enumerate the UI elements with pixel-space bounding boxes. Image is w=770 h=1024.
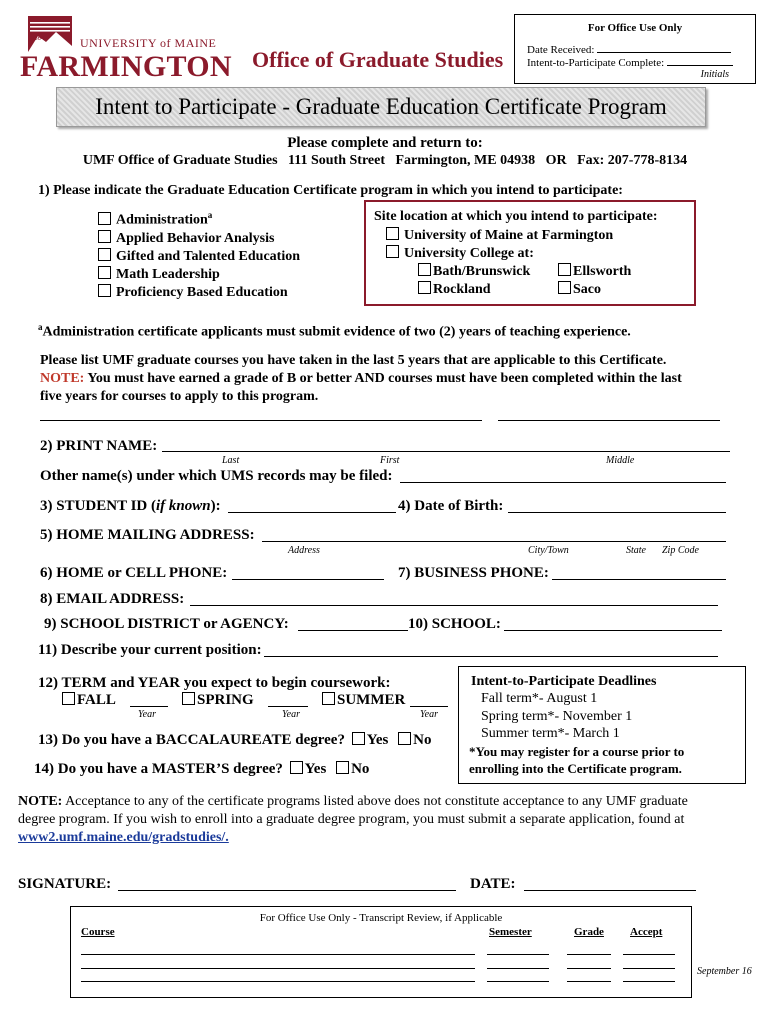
q8-label: 8) EMAIL ADDRESS:: [40, 591, 185, 607]
bottom-note: NOTE: Acceptance to any of the certificate programs listed above does not constitute acceptance to any UMF graduate degree program. If you wish to enroll into a graduate degree program, you must submit a separate application, found at www2.umf.maine.edu/gradstudies/.: [18, 794, 688, 845]
office-use-box: [514, 14, 756, 84]
deadlines-box: [458, 666, 746, 784]
city-label: City/Town: [528, 545, 569, 556]
deadlines-title: Intent-to-Participate Deadlines: [471, 674, 657, 689]
other-names-label: Other name(s) under which UMS records may be filed:: [40, 468, 393, 484]
gradstudies-link[interactable]: www2.umf.maine.edu/gradstudies/.: [18, 830, 229, 845]
site-saco[interactable]: Saco: [558, 281, 601, 298]
site-title: Site location at which you intend to participate:: [374, 209, 658, 224]
position-field[interactable]: [264, 656, 718, 657]
q5-label: 5) HOME MAILING ADDRESS:: [40, 527, 255, 543]
col-course: Course: [81, 926, 115, 938]
date-received-label: Date Received:: [527, 44, 595, 56]
school-field[interactable]: [504, 630, 722, 631]
program-gifted[interactable]: Gifted and Talented Education: [98, 248, 300, 266]
checkbox[interactable]: [558, 263, 571, 276]
date-label: DATE:: [470, 876, 516, 892]
home-phone-field[interactable]: [232, 579, 384, 580]
checkbox[interactable]: [182, 692, 195, 705]
email-field[interactable]: [190, 605, 718, 606]
deadline-spring: Spring term*- November 1: [481, 709, 633, 724]
umf-logo: [20, 14, 245, 84]
spring-year-field[interactable]: [268, 706, 308, 707]
signature-field[interactable]: [118, 890, 456, 891]
q12-label: 12) TERM and YEAR you expect to begin coursework:: [38, 675, 391, 691]
deadline-fall: Fall term*- August 1: [481, 691, 598, 706]
baccalaureate-yes-checkbox[interactable]: [352, 732, 365, 745]
site-location-box: [364, 200, 696, 306]
program-math[interactable]: Math Leadership: [98, 266, 300, 284]
deadline-summer: Summer term*- March 1: [481, 726, 620, 741]
q2-label: 2) PRINT NAME:: [40, 438, 158, 454]
office-of-graduate-studies: Office of Graduate Studies: [252, 47, 504, 72]
transcript-title: For Office Use Only - Transcript Review, if Applicable: [259, 912, 503, 924]
spring-year-label: Year: [282, 709, 300, 720]
q9-label: 9) SCHOOL DISTRICT or AGENCY:: [44, 616, 289, 632]
dob-field[interactable]: [508, 512, 726, 513]
q1-label: 1) Please indicate the Graduate Education Certificate program in which you intend to participate:: [38, 183, 623, 198]
business-phone-field[interactable]: [552, 579, 726, 580]
other-names-field[interactable]: [400, 482, 726, 483]
q3-label: 3) STUDENT ID (if known):: [40, 498, 221, 514]
checkbox[interactable]: [98, 248, 111, 261]
page-title: Intent to Participate - Graduate Education Certificate Program: [95, 94, 667, 119]
site-rockland[interactable]: Rockland: [418, 281, 491, 298]
deadline-note-2: enrolling into the Certificate program.: [469, 761, 682, 776]
farmington-wordmark: FARMINGTON: [20, 50, 232, 83]
fall-year-field[interactable]: [130, 706, 168, 707]
q13: 13) Do you have a BACCALAUREATE degree? Yes No: [38, 732, 432, 748]
term-spring[interactable]: SPRING: [182, 692, 254, 709]
initials-label: Initials: [700, 69, 729, 80]
program-proficiency[interactable]: Proficiency Based Education: [98, 284, 300, 302]
transcript-review-box: [70, 906, 692, 998]
return-line-2: UMF Office of Graduate Studies 111 South Street Farmington, ME 04938 OR Fax: 207-778-8134: [82, 153, 688, 168]
col-grade: Grade: [574, 926, 604, 938]
intent-complete-label: Intent-to-Participate Complete:: [527, 57, 665, 69]
q4-label: 4) Date of Birth:: [398, 498, 504, 514]
masters-yes-checkbox[interactable]: [290, 761, 303, 774]
student-id-field[interactable]: [228, 512, 396, 513]
address-label: Address: [288, 545, 320, 556]
transcript-row[interactable]: [81, 968, 681, 969]
date-received-field[interactable]: [597, 42, 731, 53]
name-middle-label: Middle: [606, 455, 635, 466]
checkbox[interactable]: [98, 284, 111, 297]
summer-year-field[interactable]: [410, 706, 448, 707]
checkbox[interactable]: [98, 266, 111, 279]
term-fall[interactable]: FALL: [62, 692, 116, 709]
site-uc[interactable]: University College at:: [386, 245, 534, 262]
revision-date: September 16: [697, 966, 752, 977]
mountain-logo-icon: [28, 16, 72, 52]
name-last-label: Last: [222, 455, 240, 466]
zip-label: Zip Code: [662, 545, 699, 556]
deadline-note-1: *You may register for a course prior to: [469, 744, 685, 759]
signature-label: SIGNATURE:: [18, 876, 112, 892]
q10-label: 10) SCHOOL:: [408, 616, 501, 632]
term-summer[interactable]: SUMMER: [322, 692, 405, 709]
name-first-label: First: [380, 455, 400, 466]
intent-complete-field[interactable]: [667, 55, 733, 66]
q11-label: 11) Describe your current position:: [38, 642, 262, 658]
q7-label: 7) BUSINESS PHONE:: [398, 565, 549, 581]
print-name-field[interactable]: [162, 451, 730, 452]
note-label: NOTE:: [40, 371, 85, 386]
col-semester: Semester: [489, 926, 532, 938]
checkbox[interactable]: [322, 692, 335, 705]
logo-year: 1864: [31, 36, 45, 42]
checkbox[interactable]: [386, 227, 399, 240]
title-banner: [56, 87, 706, 127]
q6-label: 6) HOME or CELL PHONE:: [40, 565, 228, 581]
bottom-note-label: NOTE:: [18, 794, 63, 809]
checkbox[interactable]: [98, 212, 111, 225]
school-district-field[interactable]: [298, 630, 408, 631]
course-line-1[interactable]: [40, 420, 280, 421]
fall-year-label: Year: [138, 709, 156, 720]
checkbox[interactable]: [418, 281, 431, 294]
checkbox[interactable]: [558, 281, 571, 294]
course-line-2[interactable]: [270, 420, 482, 421]
col-accept: Accept: [630, 926, 663, 938]
university-of-maine: UNIVERSITY of MAINE: [80, 36, 217, 50]
checkbox[interactable]: [98, 230, 111, 243]
address-field[interactable]: [262, 541, 726, 542]
program-administration[interactable]: Administration$^a$: [98, 206, 300, 230]
checkbox[interactable]: [62, 692, 75, 705]
summer-year-label: Year: [420, 709, 438, 720]
site-bath[interactable]: Bath/Brunswick: [418, 263, 530, 280]
q14: 14) Do you have a MASTER’S degree? Yes No: [34, 761, 370, 777]
office-use-title: For Office Use Only: [587, 22, 683, 34]
date-field[interactable]: [524, 890, 696, 891]
program-list: [98, 206, 300, 302]
transcript-row[interactable]: [81, 981, 681, 982]
state-label: State: [626, 545, 646, 556]
course-line-3[interactable]: [498, 420, 720, 421]
site-ellsworth[interactable]: Ellsworth: [558, 263, 631, 280]
courses-instructions: Please list UMF graduate courses you have taken in the last 5 years that are applicable to this Certificate. NOTE: You must have earned a grade of B or better AND courses must have been completed within the last five years for courses to apply to this program.: [40, 353, 682, 404]
return-line-1: Please complete and return to:: [287, 135, 483, 151]
footnote: $^a$Administration certificate applicants must submit evidence of two (2) years of teaching experience.: [38, 322, 631, 340]
checkbox[interactable]: [386, 245, 399, 258]
site-umf[interactable]: University of Maine at Farmington: [386, 227, 613, 244]
baccalaureate-no-checkbox[interactable]: [398, 732, 411, 745]
transcript-row[interactable]: [81, 954, 681, 955]
program-aba[interactable]: Applied Behavior Analysis: [98, 230, 300, 248]
checkbox[interactable]: [418, 263, 431, 276]
masters-no-checkbox[interactable]: [336, 761, 349, 774]
